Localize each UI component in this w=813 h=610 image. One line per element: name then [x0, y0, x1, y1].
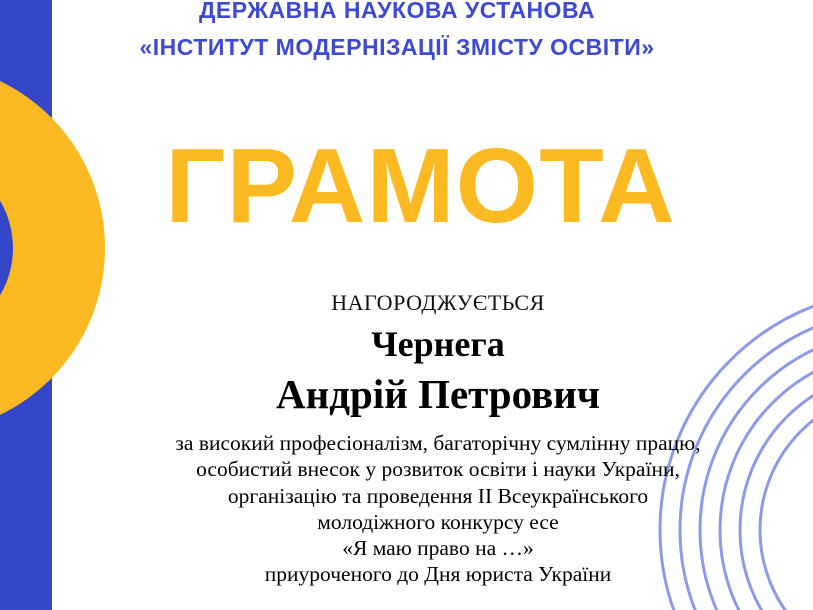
reason-line: «Я маю право на …» [342, 536, 534, 561]
certificate-title: ГРАМОТА [165, 127, 676, 245]
reason-line: приуроченого до Дня юриста України [264, 562, 612, 587]
org-name-line-1: ДЕРЖАВНА НАУКОВА УСТАНОВА [198, 0, 596, 23]
recipient-name: Андрій Петрович [276, 371, 600, 417]
award-reason [63, 430, 813, 588]
reason-line: за високий професіоналізм, багаторічну сумлінну працю, [175, 431, 701, 455]
recipient-surname: Чернега [371, 324, 505, 364]
reason-line: організацію та проведення II Всеукраїнського [227, 483, 649, 508]
award-label: НАГОРОДЖУЄТЬСЯ [331, 290, 545, 315]
reason-line: особистий внесок у розвиток освіти і науки України, [196, 457, 680, 482]
org-name-line-2: «ІНСТИТУТ МОДЕРНІЗАЦІЇ ЗМІСТУ ОСВІТИ» [139, 34, 655, 60]
organization-name [0, 0, 794, 66]
reason-line: молодіжного конкурсу есе [317, 509, 559, 534]
